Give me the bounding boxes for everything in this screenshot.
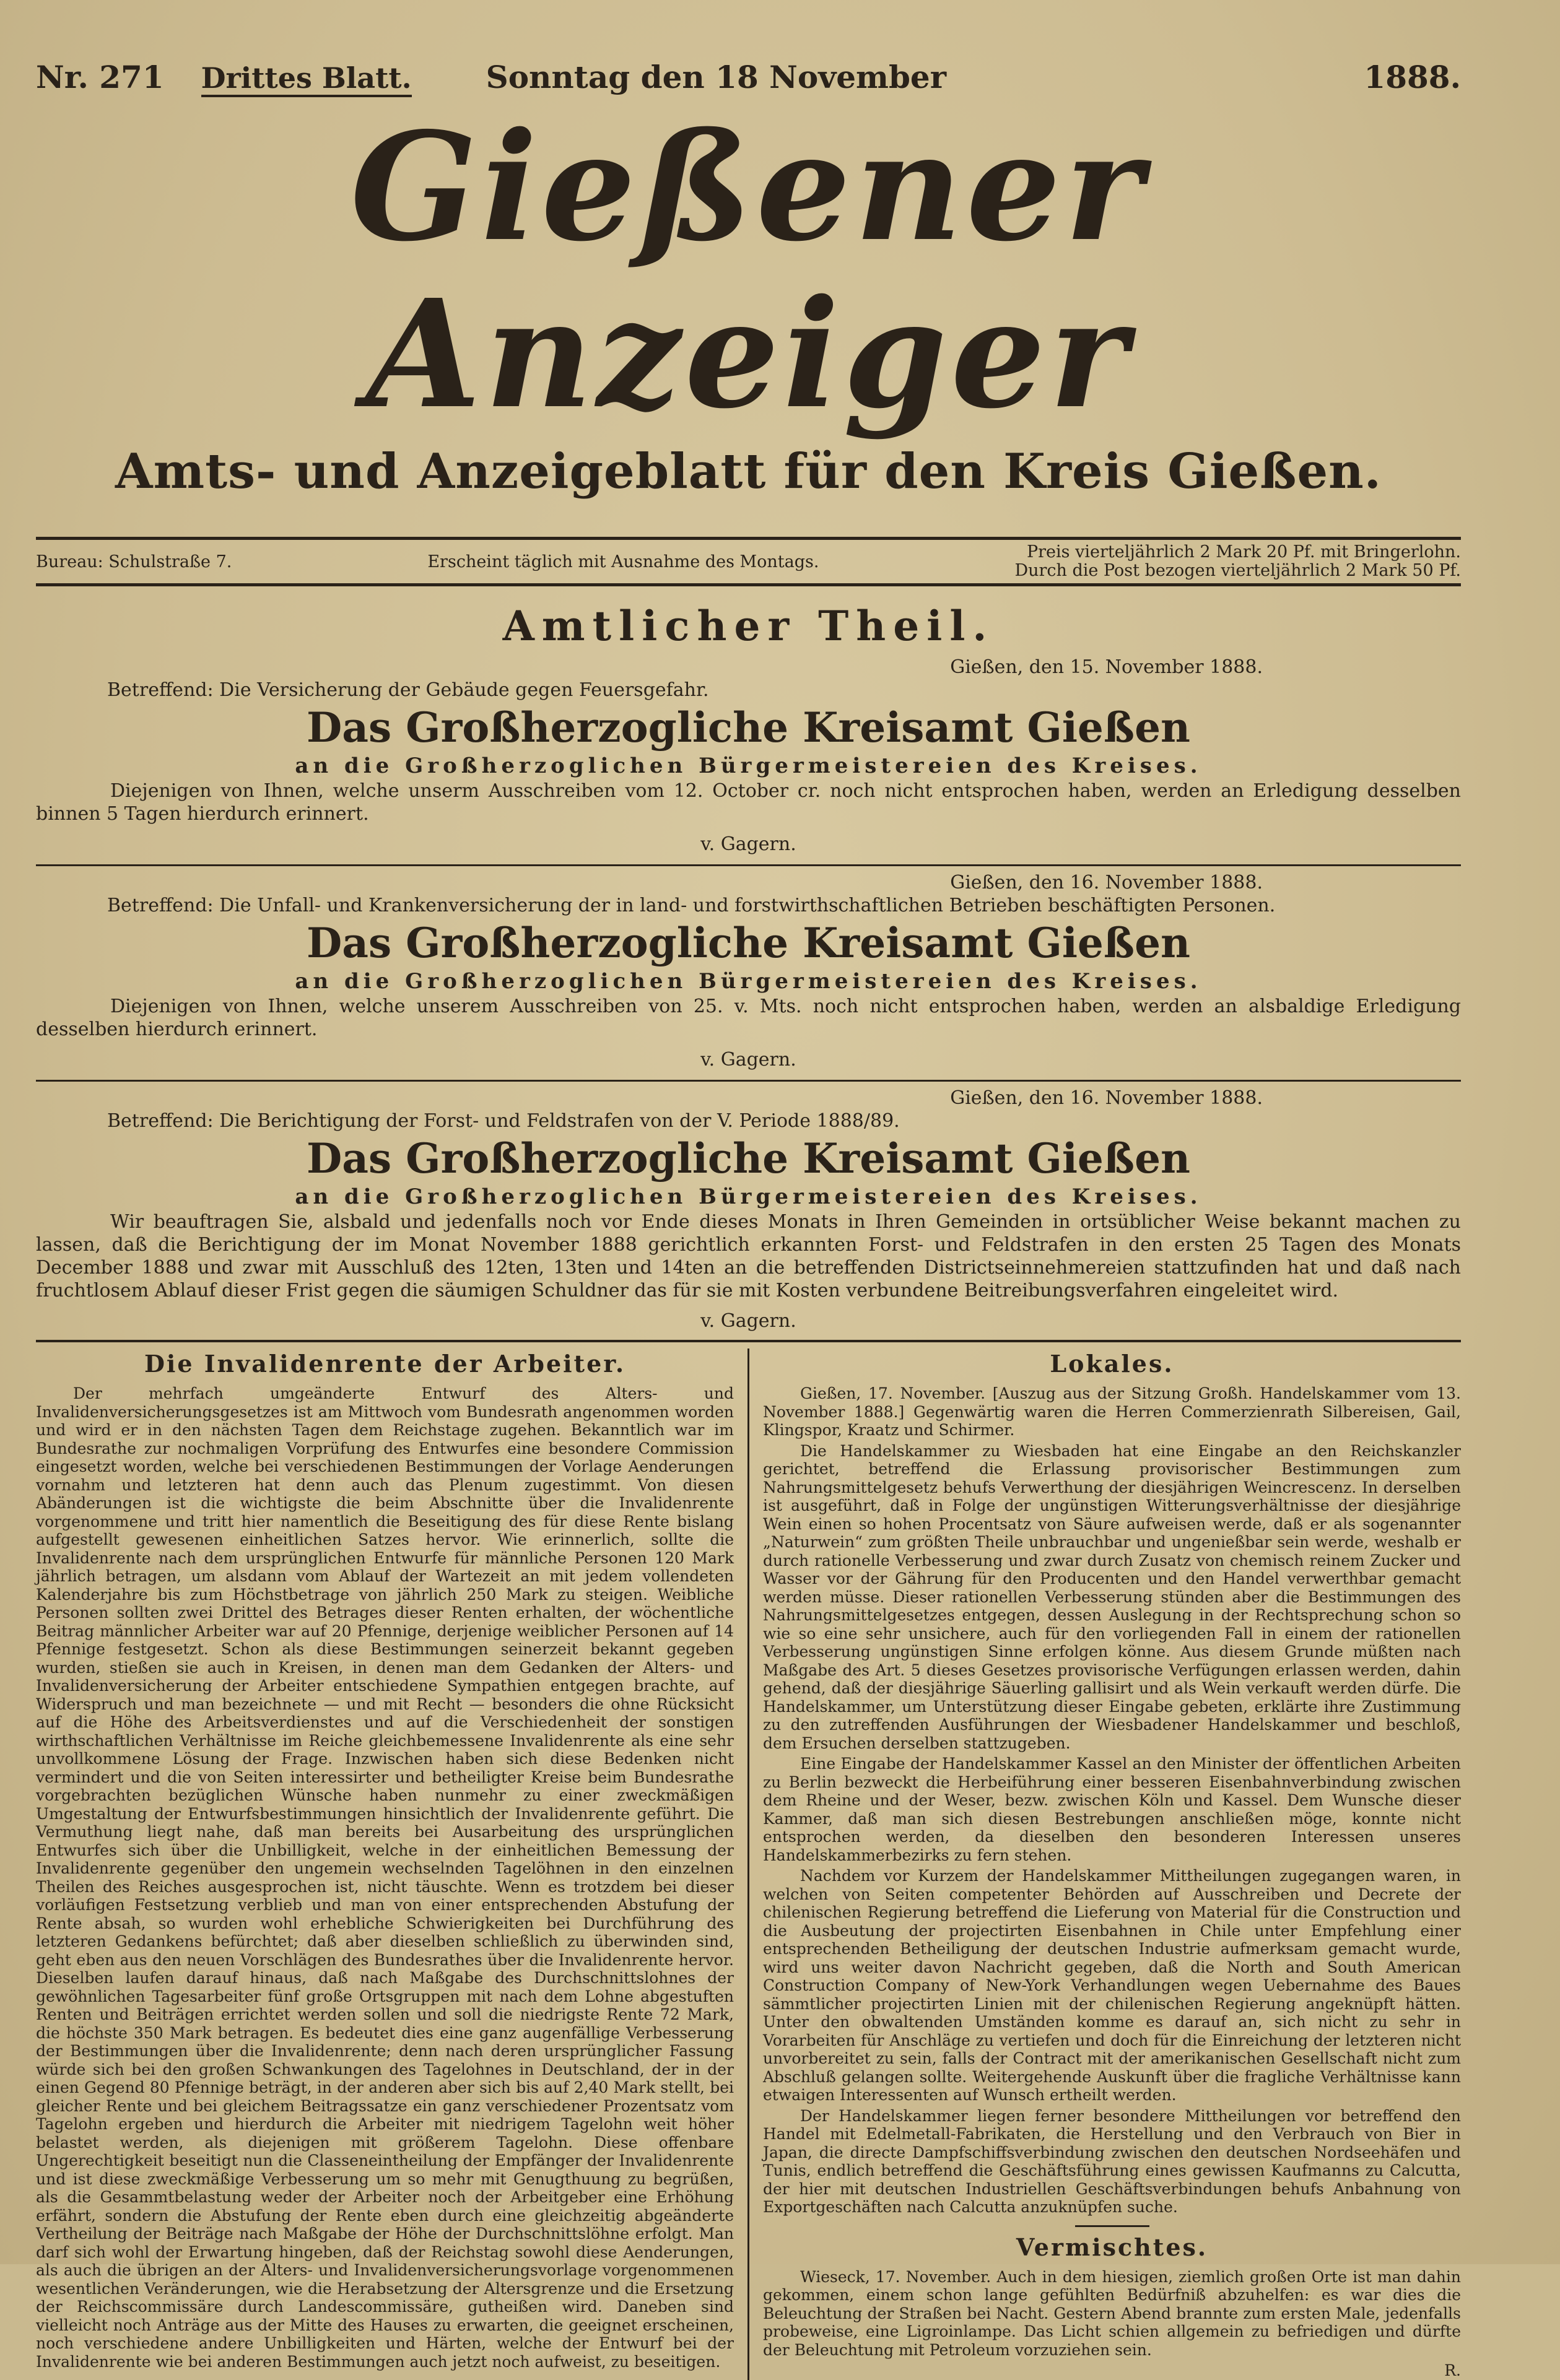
notice-divider: [36, 864, 1461, 866]
price-info: [1014, 543, 1461, 580]
notice-divider: [36, 1080, 1461, 1082]
notice-body: Diejenigen von Ihnen, welche unserem Ausschreiben von 25. v. Mts. noch nicht entsprochen haben, werden an alsbaldige Erledigung desselben hierdurch erinnert.: [36, 996, 1461, 1040]
bureau-address: Bureau: Schulstraße 7.: [36, 552, 232, 571]
notice-authority: Das Großherzogliche Kreisamt Gießen: [306, 919, 1191, 967]
official-notice-3: [36, 1087, 1461, 1332]
notice-addressee: an die Großherzoglichen Bürgermeistereien des Kreises.: [295, 754, 1202, 778]
local-news-paragraph: Die Handelskammer zu Wiesbaden hat eine Eingabe an den Reichskanzler gerichtet, betreffend die Erlassung provisorischer Bestimmungen zum Nahrungsmittelgesetz behufs Verwerthung der diesjährigen Weincrescenz. In derselben ist ausgeführt, daß in Folge der ungünstigen Witterungsverhältnisse der diesjährige Wein einen so hohen Procentsatz von Säure aufweisen werde, daß er als sogenannter „Naturwein“ zum größten Theile unbrauchbar und ungenießbar sein werde, weshalb er durch rationelle Verbesserung und zwar durch Zusatz von chemisch reinem Zucker und Wasser vor der Gährung für den Producenten und den Handel verwerthbar gemacht werden müsse. Dieser rationellen Verbesserung stünden aber die Bestimmungen des Nahrungsmittelgesetzes entgegen, dessen Auslegung in der Rechtsprechung schon so wie so eine sehr unsichere, auch für den vorliegenden Fall in einem der rationellen Verbesserung ungünstigen Sinne erfolgen könne. Aus diesem Grunde müßten nach Maßgabe des Art. 5 dieses Gesetzes provisorische Verfügungen erlassen werden, dahin gehend, daß der diesjährige Säuerling gallisirt und als Wein verkauft werden dürfe. Die Handelskammer, um Unterstützung dieser Eingabe gebeten, erklärte ihre Zustimmung zu den zutreffenden Ausführungen der Wiesbadener Handelskammer und beschloß, dem Ersuchen derselben stattzugeben.: [763, 1441, 1461, 1752]
notice-signature: v. Gagern.: [700, 833, 796, 855]
notice-body: Wir beauftragen Sie, alsbald und jedenfalls noch vor Ende dieses Monats in Ihren Gemeinden in ortsüblicher Weise bekannt machen zu lassen, daß die Berichtigung der im Monat November 1888 gerichtlich erkannten Forst- und Feldstrafen in den ersten 25 Tagen des Monats December 1888 und zwar mit Ausschluß des 12ten, 13ten und 14ten an die betreffenden Districtseinnehmereien stattzufinden hat und daß nach fruchtlosem Ablauf dieser Frist gegen die säumigen Schuldner das für sie mit Kosten verbundene Beitreibungsverfahren eingeleitet wird.: [36, 1211, 1461, 1301]
price-line-1: Preis vierteljährlich 2 Mark 20 Pf. mit Bringerlohn.: [1026, 542, 1461, 562]
official-notice-1: [36, 656, 1461, 856]
notice-subject: Betreffend: Die Versicherung der Gebäude gegen Feuersgefahr.: [107, 679, 709, 701]
local-news-heading: Lokales.: [1050, 1350, 1174, 1378]
misc-signoff: R.: [1444, 2361, 1461, 2379]
right-column: [749, 1349, 1461, 2380]
notice-signature: v. Gagern.: [700, 1310, 796, 1332]
left-column: [36, 1349, 749, 2380]
issue-year: 1888.: [1364, 59, 1461, 95]
local-news-paragraph: Nachdem vor Kurzem der Handelskammer Mittheilungen zugegangen waren, in welchen von Seiten competenter Behörden auf Ausschreiben und Decrete der chilenischen Regierung betreffend die Lieferung von Material für die Construction und die Ausbeutung der projectirten Eisenbahnen in Chile unter Empfehlung einer entsprechenden Betheiligung der deutschen Industrie aufmerksam gemacht wurde, wird uns weiter davon Nachricht gegeben, daß die North and South American Construction Company of New-York Verhandlungen wegen Uebernahme des Baues sämmtlicher projectirten Linien mit der chilenischen Regierung angeknüpft hätten. Unter den obwaltenden Umständen komme es darauf an, sich nicht zu sehr in Vorarbeiten für Anschläge zu vertiefen und doch für die Einreichung der letzteren nicht unvorbereitet zu sein, falls der Contract mit der amerikanischen Gesellschaft nicht zum Abschluß gelangen sollte. Weitergehende Auskunft über die fragliche Verhältnisse kann etwaigen Interessenten auf Wunsch ertheilt werden.: [763, 1867, 1461, 2104]
misc-heading: Vermischtes.: [1016, 2233, 1208, 2261]
newspaper-title: Gießener Anzeiger: [350, 100, 1147, 441]
notice-subject: Betreffend: Die Unfall- und Krankenversicherung der in land- und forstwirthschaftlichen Betrieben beschäftigten Personen.: [107, 895, 1276, 916]
issue-number: Nr. 271: [36, 59, 164, 95]
notice-place-date: Gießen, den 16. November 1888.: [950, 872, 1263, 893]
article-heading: Die Invalidenrente der Arbeiter.: [144, 1350, 626, 1378]
notice-addressee: an die Großherzoglichen Bürgermeistereien des Kreises.: [295, 1184, 1202, 1209]
notice-subject: Betreffend: Die Berichtigung der Forst- und Feldstrafen von der V. Periode 1888/89.: [107, 1110, 900, 1132]
issue-date: Sonntag den 18 November: [486, 59, 947, 95]
local-news-paragraph: Eine Eingabe der Handelskammer Kassel an den Minister der öffentlichen Arbeiten zu Berlin bezweckt die Herbeiführung einer besseren Eisenbahnverbindung zwischen dem Rheine und der Weser, bezw. zwischen Köln und Kassel. Dem Wunsche dieser Kammer, daß man sich diesen Bestrebungen anschließen möge, konnte nicht entsprochen werden, da dieselben den besonderen Interessen unseres Handelskammerbezirks zu fern stehen.: [763, 1755, 1461, 1864]
official-notice-2: [36, 871, 1461, 1071]
notice-body: Diejenigen von Ihnen, welche unserm Ausschreiben vom 12. October cr. noch nicht entsprochen haben, werden an Erledigung desselben binnen 5 Tagen hierdurch erinnert.: [36, 780, 1461, 825]
section-title: Amtlicher Theil.: [502, 602, 995, 650]
notice-place-date: Gießen, den 15. November 1888.: [950, 656, 1263, 678]
article-paragraph: Der mehrfach umgeänderte Entwurf des Alters- und Invalidenversicherungsgesetzes ist am Mittwoch vom Bundesrath angenommen worden und wird er in den nächsten Tagen dem Reichstage zugehen. Bekanntlich war im Bundesrathe zur nochmaligen Vorprüfung des Entwurfes eine besondere Commission eingesetzt worden, welche bei verschiedenen Bestimmungen der Vorlage Aenderungen vornahm und letzteren hat denn auch das Plenum zugestimmt. Von diesen Abänderungen ist die wichtigste die beim Abschnitte über die Invalidenrente vorgenommene und tritt hier namentlich die Beseitigung des für diese Rente bislang aufgestellt gewesenen einheitlichen Satzes hervor. Wie erinnerlich, sollte die Invalidenrente nach dem ursprünglichen Entwurfe für männliche Personen 120 Mark jährlich betragen, um alsdann vom Ablauf der Wartezeit an mit jedem vollendeten Kalenderjahre bis zum Höchstbetrage von jährlich 250 Mark zu steigen. Weibliche Personen sollten zwei Drittel des Betrages dieser Renten erhalten, der wöchentliche Beitrag männlicher Arbeiter war auf 20 Pfennige, derjenige weiblicher Personen auf 14 Pfennige festgesetzt. Schon als diese Bestimmungen seinerzeit bekannt gegeben wurden, stießen sie auch in Kreisen, in denen man dem Gedanken der Alters- und Invalidenversicherung der Arbeiter entschiedene Sympathien entgegen brachte, auf Widerspruch und man bezeichnete — und mit Recht — besonders die ohne Rücksicht auf die Höhe des Arbeitsverdienstes und auf die Verschiedenheit der sonstigen wirthschaftlichen Verhältnisse im Reiche gleichbemessene Invalidenrente als eine sehr unvollkommene Lösung der Frage. Inzwischen haben sich diese Bedenken nicht vermindert und die von Seiten interessirter und betheiligter Kreise beim Bundesrathe vorgebrachten bezüglichen Wünsche haben nunmehr zu einer zweckmäßigen Umgestaltung der Entwurfsbestimmungen hinsichtlich der Invalidenrente geführt. Die Vermuthung liegt nahe, daß man bereits bei Ausarbeitung des ursprünglichen Entwurfes sich über die Unbilligkeit, welche in der einheitlichen Bemessung der Invalidenrente gegenüber den ungemein wechselnden Tagelöhnen in den einzelnen Theilen des Reiches ausgesprochen ist, nicht täuschte. Wenn es trotzdem bei dieser vorläufigen Festsetzung verblieb und man von einer entsprechenden Abstufung der Rente absah, so wurden wohl erhebliche Schwierigkeiten bei Durchführung des letzteren Gedankens befürchtet; daß aber dieselben schließlich zu überwinden sind, geht eben aus den neuen Vorschlägen des Bundesrathes über die Invalidenrente hervor. Dieselben laufen darauf hinaus, daß nach Maßgabe des Durchschnittslohnes der gewöhnlichen Tagesarbeiter fünf große Ortsgruppen mit nach dem Lohne abgestuften Renten und Beiträgen errichtet werden sollen und soll die niedrigste Rente 72 Mark, die höchste 350 Mark betragen. Es bedeutet dies eine ganz augenfällige Verbesserung der Bestimmungen über die Invalidenrente; denn nach deren ursprünglicher Fassung würde sich bei den großen Schwankungen des Tagelohnes in Deutschland, der in der einen Gegend 80 Pfennige beträgt, in der anderen aber sich bis auf 2,40 Mark stellt, bei gleicher Rente und bei gleichem Beitragssatze ein ganz verschiedener Prozentsatz vom Tagelohn ergeben und hierdurch die Arbeiter mit niedrigem Tagelohn weit höher belastet werden, als diejenigen mit größerem Tagelohn. Diese offenbare Ungerechtigkeit beseitigt nun die Classeneintheilung der Empfänger der Invalidenrente und ist diese zweckmäßige Verbesserung um so mehr mit Genugthuung zu begrüßen, als die Gesammtbelastung weder der Arbeiter noch der Arbeitgeber eine Erhöhung erfährt, sondern die Abstufung der Rente eben durch eine gleichzeitig abgeänderte Vertheilung der Beiträge nach Maßgabe der Höhe der Durchschnittslöhne erfolgt. Man darf sich wohl der Erwartung hingeben, daß der Reichstag sowohl diese Aenderungen, als auch die übrigen an der Alters- und Invalidenversicherungsvorlage vorgenommenen wesentlichen Veränderungen, wie die Herabsetzung der Altersgrenze und die Ersetzung der Reichscommissäre durch Landescommissäre, gutheißen wird. Daneben sind vielleicht noch Anträge aus der Mitte des Hauses zu erwarten, die geeignet erscheinen, noch verschiedene andere Unbilligkeiten und Härten, welche der Entwurf bei der Invalidenrente wie bei anderen Bestimmungen auch jetzt noch aufweist, zu beseitigen.: [36, 1384, 734, 2371]
notice-place-date: Gießen, den 16. November 1888.: [950, 1087, 1263, 1109]
column-divider: [1075, 2225, 1149, 2227]
article-columns: [36, 1340, 1461, 2380]
edition-label: Drittes Blatt.: [201, 61, 412, 97]
notice-authority: Das Großherzogliche Kreisamt Gießen: [306, 703, 1191, 752]
notice-signature: v. Gagern.: [700, 1049, 796, 1071]
local-news-paragraph: Gießen, 17. November. [Auszug aus der Sitzung Großh. Handelskammer vom 13. November 1888.] Gegenwärtig waren die Herren Commerzienrath Silbereisen, Gail, Klingspor, Kraatz und Schirmer.: [763, 1384, 1461, 1439]
publication-schedule: Erscheint täglich mit Ausnahme des Montags.: [427, 552, 819, 571]
newspaper-subtitle: Amts- und Anzeigeblatt für den Kreis Gießen.: [115, 443, 1382, 500]
notice-addressee: an die Großherzoglichen Bürgermeistereien des Kreises.: [295, 969, 1202, 994]
misc-paragraph: Wieseck, 17. November. Auch in dem hiesigen, ziemlich großen Orte ist man dahin gekommen, einem schon lange gefühlten Bedürfniß abzuhelfen: es war dies die Beleuchtung der Straßen bei Nacht. Gestern Abend brannte zum ersten Male, jedenfalls probeweise, eine Ligroinlampe. Das Licht schien allgemein zu befriedigen und dürfte der Beleuchtung mit Petroleum vorzuziehen sein.: [763, 2267, 1461, 2359]
price-line-2: Durch die Post bezogen vierteljährlich 2 Mark 50 Pf.: [1014, 561, 1461, 580]
local-news-paragraph: Der Handelskammer liegen ferner besondere Mittheilungen vor betreffend den Handel mit Edelmetall-Fabrikaten, die Herstellung und den Verbrauch von Bier in Japan, die directe Dampfschiffsverbindung zwischen den deutschen Nordseehäfen und Tunis, endlich betreffend die Geschäftsführung eines gewissen Kaufmanns zu Calcutta, der hier mit deutschen Industriellen Geschäftsverbindungen behufs Anbahnung von Exportgeschäften nach Calcutta anzuknüpfen suche.: [763, 2106, 1461, 2216]
info-bar: [36, 537, 1461, 586]
notice-authority: Das Großherzogliche Kreisamt Gießen: [306, 1134, 1191, 1183]
